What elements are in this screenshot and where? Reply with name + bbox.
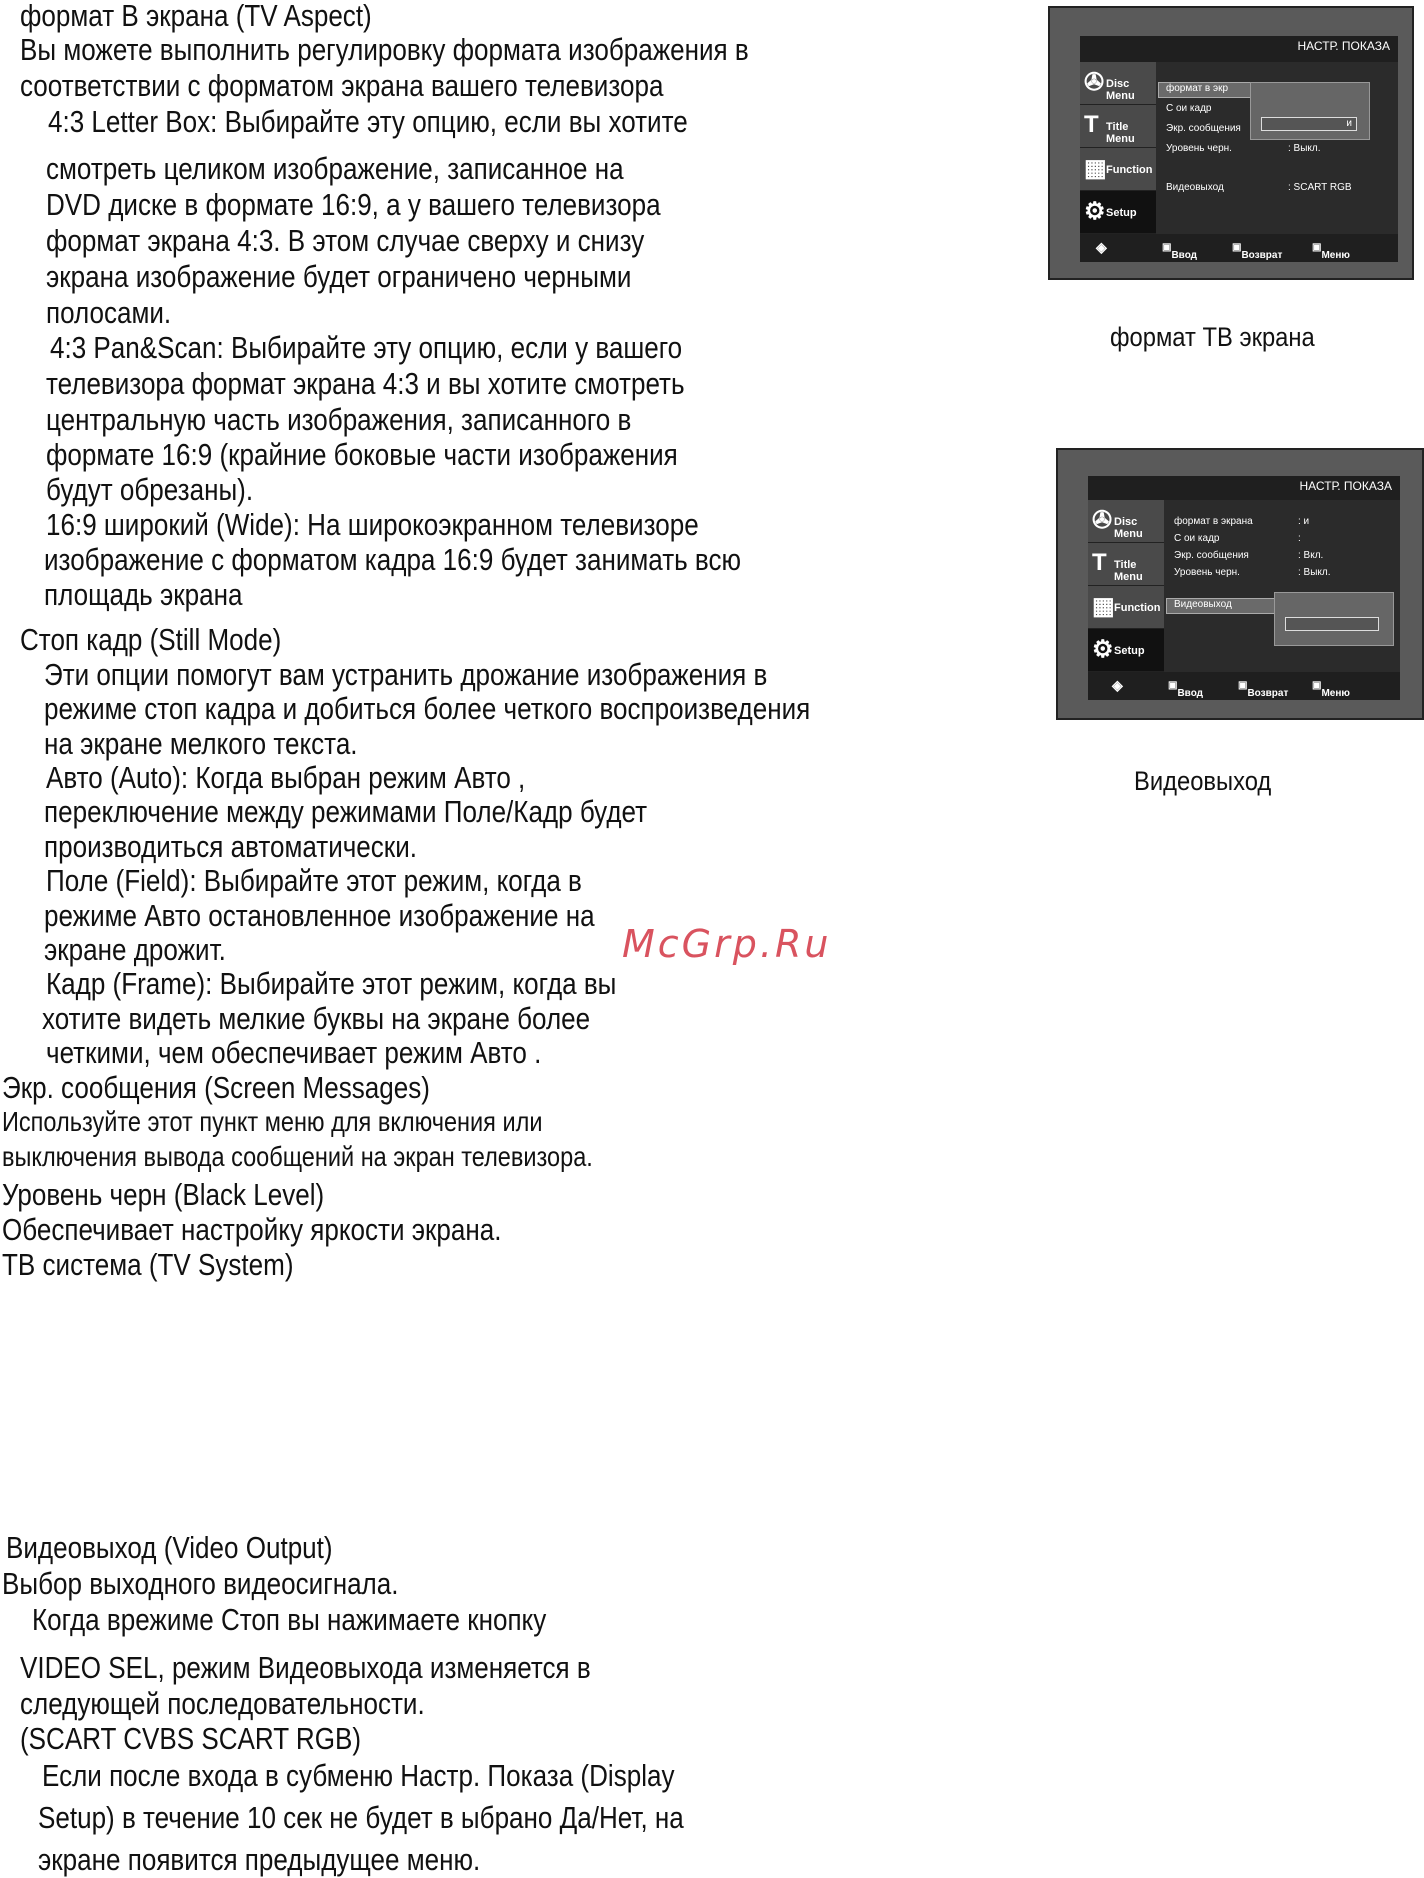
sidebar-function[interactable]: ▦ Function [1088, 586, 1164, 629]
footer-menu: ▣ Меню [1312, 680, 1350, 699]
disc-icon: ✇ [1092, 507, 1113, 534]
heading-screen-messages: Экр. сообщения (Screen Messages) [2, 1070, 430, 1105]
footer-enter: ▣ Ввод [1162, 242, 1198, 261]
menu-row-black-level[interactable]: Уровень черн. : Выкл. [1166, 143, 1321, 154]
text-line: Когда врежиме Стоп вы нажимаете кнопку [32, 1602, 547, 1637]
menu-row-video-output[interactable]: Видеовыход [1174, 599, 1232, 610]
text-line: (SCART CVBS SCART RGB) [20, 1721, 362, 1756]
menu-header: НАСТР. ПОКАЗА [1088, 476, 1400, 500]
text-line: Авто (Auto): Когда выбран режим Авто , [46, 760, 526, 795]
text-line: формат экрана 4:3. В этом случае сверху и снизу [46, 223, 645, 258]
function-icon: ▦ [1084, 155, 1107, 182]
footer-return: ▣ Возврат [1232, 242, 1283, 261]
navigation-arrows-icon: ◈ [1112, 677, 1123, 693]
text-line: DVD диске в формате 16:9, а у вашего телевизора [46, 187, 661, 222]
caption-tv-aspect: формат ТВ экрана [1110, 322, 1315, 352]
text-line: будут обрезаны). [46, 472, 254, 507]
footer-menu: ▣ Меню [1312, 242, 1350, 261]
text-line: экране дрожит. [44, 932, 226, 967]
sidebar-title-menu[interactable]: T Title Menu [1080, 105, 1156, 148]
video-output-menu-screenshot [1056, 448, 1424, 720]
text-line: 4:3 Letter Box: Выбирайте эту опцию, если вы хотите [48, 104, 688, 139]
text-line: телевизора формат экрана 4:3 и вы хотите смотреть [46, 366, 685, 401]
text-line: 16:9 широкий (Wide): На широкоэкранном телевизоре [46, 507, 699, 542]
text-line: режиме Авто остановленное изображение на [44, 898, 595, 933]
sidebar-title-menu[interactable]: T Title Menu [1088, 543, 1164, 586]
text-line: смотреть целиком изображение, записанное на [46, 151, 624, 186]
menu-row-still-mode[interactable]: С ои кадр : [1174, 533, 1301, 544]
tv-aspect-menu-screenshot [1048, 6, 1414, 280]
menu-header: НАСТР. ПОКАЗА [1080, 36, 1398, 62]
menu-row-screen-messages[interactable]: Экр. сообщения [1166, 123, 1241, 134]
disc-icon: ✇ [1084, 69, 1105, 96]
menu-row-tv-aspect[interactable]: формат в экрана : и [1174, 516, 1310, 527]
aspect-option-box[interactable]: и [1261, 117, 1357, 131]
sidebar-setup[interactable]: ⚙ Setup [1088, 629, 1164, 672]
video-output-popup [1274, 592, 1394, 646]
text-line: выключения вывода сообщений на экран телевизора. [2, 1141, 593, 1172]
text-line: изображение с форматом кадра 16:9 будет занимать всю [44, 542, 742, 577]
text-line: полосами. [46, 295, 172, 330]
text-line: Вы можете выполнить регулировку формата изображения в [20, 32, 749, 67]
title-icon: T [1084, 111, 1099, 138]
menu-main [1156, 62, 1398, 234]
heading-video-output: Видеовыход (Video Output) [6, 1530, 333, 1565]
watermark: McGrp.Ru [622, 922, 832, 966]
text-line: Если после входа в субменю Настр. Показа (Display [42, 1758, 675, 1793]
heading-still-mode: Стоп кадр (Still Mode) [20, 622, 282, 657]
text-line: Обеспечивает настройку яркости экрана. [2, 1212, 502, 1247]
text-line: формате 16:9 (крайние боковые части изображения [46, 437, 678, 472]
text-line: производиться автоматически. [44, 829, 417, 864]
sidebar-disc-menu[interactable]: ✇ Disc Menu [1088, 500, 1164, 543]
text-line: Эти опции помогут вам устранить дрожание изображения в [44, 657, 768, 692]
aspect-options-popup [1250, 82, 1370, 140]
text-line: хотите видеть мелкие буквы на экране более [42, 1001, 591, 1036]
heading-tv-aspect: формат В экрана (TV Aspect) [20, 0, 372, 33]
sidebar-disc-menu[interactable]: ✇ Disc Menu [1080, 62, 1156, 105]
function-icon: ▦ [1092, 593, 1115, 620]
text-line: Setup) в течение 10 сек не будет в ыбрано Да/Нет, на [38, 1800, 684, 1835]
text-line: переключение между режимами Поле/Кадр будет [44, 794, 648, 829]
text-line: Поле (Field): Выбирайте этот режим, когда в [46, 863, 582, 898]
footer-enter: ▣ Ввод [1168, 680, 1204, 699]
menu-main [1164, 500, 1400, 672]
text-line: Кадр (Frame): Выбирайте этот режим, когда вы [46, 966, 617, 1001]
sidebar-function[interactable]: ▦ Function [1080, 148, 1156, 191]
caption-video-output: Видеовыход [1134, 766, 1272, 796]
text-line: площадь экрана [44, 577, 243, 612]
gear-icon: ⚙ [1084, 198, 1106, 225]
text-line: соответствии с форматом экрана вашего телевизора [20, 68, 664, 103]
gear-icon: ⚙ [1092, 636, 1114, 663]
text-line: четкими, чем обеспечивает режим Авто . [46, 1035, 542, 1070]
title-icon: T [1092, 549, 1107, 576]
menu-row-still-mode[interactable]: С ои кадр [1166, 103, 1212, 114]
menu-sidebar [1088, 500, 1164, 672]
text-line: на экране мелкого текста. [44, 726, 358, 761]
menu-sidebar [1080, 62, 1156, 234]
text-line: центральную часть изображения, записанного в [46, 402, 632, 437]
text-line: экрана изображение будет ограничено черными [46, 259, 632, 294]
text-line: экране появится предыдущее меню. [38, 1842, 481, 1877]
heading-black-level: Уровень черн (Black Level) [2, 1177, 325, 1212]
text-line: режиме стоп кадра и добиться более четкого воспроизведения [44, 691, 811, 726]
video-output-option-box[interactable] [1285, 617, 1379, 631]
text-line: VIDEO SEL, режим Видеовыхода изменяется в [20, 1650, 591, 1685]
menu-row-black-level[interactable]: Уровень черн. : Выкл. [1174, 567, 1331, 578]
text-line: Выбор выходного видеосигнала. [2, 1566, 399, 1601]
menu-footer [1088, 672, 1400, 700]
sidebar-setup[interactable]: ⚙ Setup [1080, 191, 1156, 234]
menu-row-video-output[interactable]: Видеовыход : SCART RGB [1166, 182, 1352, 193]
menu-row-screen-messages[interactable]: Экр. сообщения : Вкл. [1174, 550, 1324, 561]
text-line: Используйте этот пункт меню для включения или [2, 1106, 543, 1137]
footer-return: ▣ Возврат [1238, 680, 1289, 699]
text-line: следующей последовательности. [20, 1686, 425, 1721]
navigation-arrows-icon: ◈ [1096, 239, 1107, 255]
menu-row-tv-aspect[interactable]: формат в экр [1166, 83, 1229, 94]
heading-tv-system: ТВ система (TV System) [2, 1247, 294, 1282]
text-line: 4:3 Pan&Scan: Выбирайте эту опцию, если у вашего [50, 330, 683, 365]
menu-footer [1080, 234, 1398, 262]
